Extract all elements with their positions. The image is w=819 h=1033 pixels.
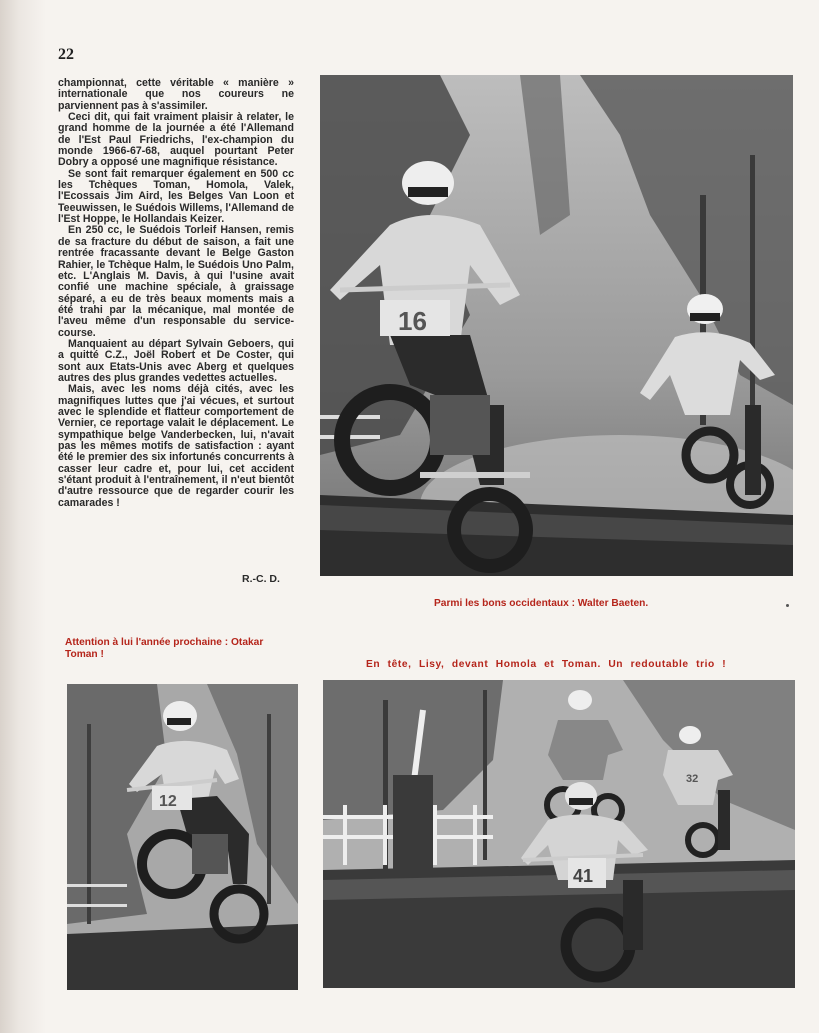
photo-plate-number-top: 16 (398, 306, 427, 336)
article-paragraph: Ceci dit, qui fait vraiment plaisir à relater, le grand homme de la journée a été l'Allemand de l'Est Paul Friedrichs, l'ex-champion du monde 1966-67-68, auquel pourtant Peter Dobry a opposé une magnifique résistance. (58, 111, 294, 169)
caption-otakar-toman: Attention à lui l'année prochaine : Otakar Toman ! (65, 637, 264, 660)
article-paragraph: championnat, cette véritable « manière » internationale que nos coureurs ne parviennent pas à s'assimiler. (58, 77, 294, 112)
photo-plate-number-left: 12 (159, 793, 177, 810)
article-paragraph: Se sont fait remarquer également en 500 cc les Tchèques Toman, Homola, Valek, l'Ecossais Jim Aird, les Belges Van Loon et Teeuwissen, le Suédois Willems, l'Allemand de l'Est Hoppe, le Hollandais Keizer. (58, 167, 294, 226)
photo-plate-number-back: 32 (686, 773, 699, 785)
photo-walter-baeten (320, 75, 793, 576)
print-speck (786, 604, 789, 607)
photo-plate-number-front: 41 (573, 866, 594, 886)
article-paragraph: En 250 cc, le Suédois Torleif Hansen, remis de sa fracture du début de saison, a fait une rentrée fracassante devant le Belge Gaston Rahier, le Tchèque Halm, le Suédois Uno Palm, etc. L'Anglais M. Davis, à qui l'usine avait confié une machine spéciale, à graissage séparé, a eu de très beaux moments mais a été trahi par la mécanique, mal montée de l'aveu même d'un responsable du service-course. (58, 224, 294, 339)
caption-walter-baeten: Parmi les bons occidentaux : Walter Baeten. (434, 598, 649, 609)
caption-lisy-trio: En tête, Lisy, devant Homola et Toman. Un redoutable trio ! (366, 659, 727, 670)
page-number: 22 (58, 46, 74, 63)
page-binding-edge (0, 0, 46, 1033)
photo-otakar-toman (67, 684, 298, 990)
article-paragraph: Manquaient au départ Sylvain Geboers, qui a quitté C.Z., Joël Robert et De Coster, qui sont aux Etats-Unis avec Aberg et quelques autres des plus grandes vedettes actuelles. (58, 337, 294, 384)
author-signature: R.-C. D. (242, 573, 280, 585)
article-text (58, 78, 294, 509)
article-paragraph: Mais, avec les noms déjà cités, avec les magnifiques luttes que j'ai vécues, et surtout avec le splendide et flatteur comportement de Vernier, ce reportage valait le déplacement. Le sympathique belge Vanderbecken, lui, n'avait pas les mêmes motifs de satisfaction : ayant été le premier des six infortunés concurrents à casser leur cadre et, pour lui, cet accident s'étant produit à l'entraînement, il n'eut bientôt d'autre ressource que de regarder courir les camarades ! (58, 383, 294, 509)
photo-lisy-homola-toman (323, 680, 795, 988)
